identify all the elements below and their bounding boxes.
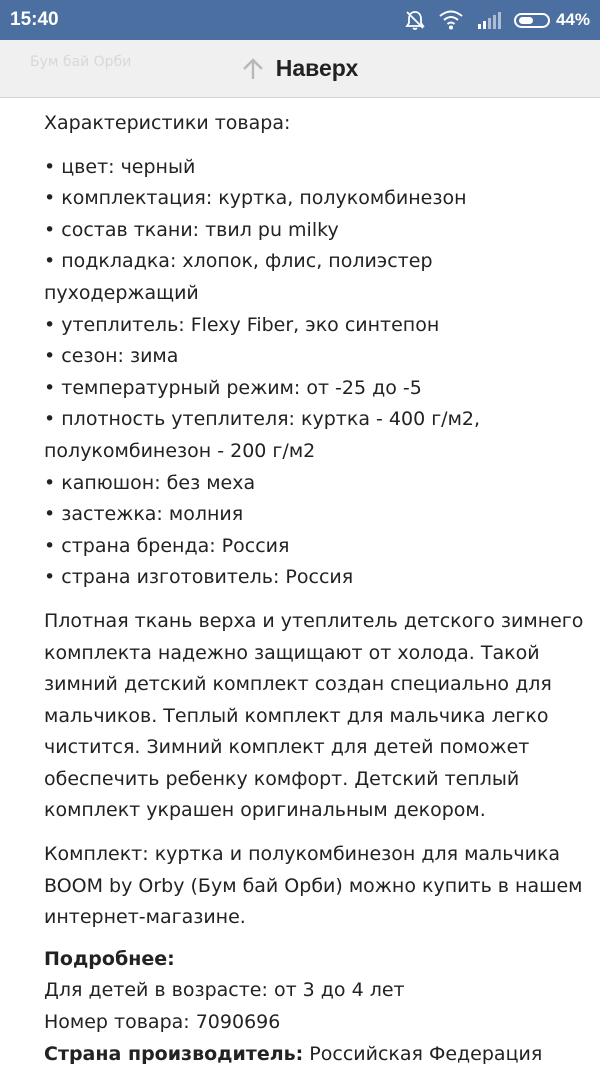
spec-item: • подкладка: хлопок, флис, полиэстер пуходержащий: [44, 246, 589, 309]
signal-icon: [476, 11, 502, 29]
spec-item: • состав ткани: твил pu milky: [44, 215, 589, 247]
purchase-paragraph: Комплект: куртка и полукомбинезон для мальчика BOOM by Orby (Бум бай Орби) можно купить в нашем интернет-магазине.: [44, 843, 583, 929]
alarm-off-icon: [404, 9, 426, 31]
details-age: Для детей в возрасте: от 3 до 4 лет: [44, 979, 405, 1002]
status-icons: [392, 8, 590, 32]
spec-item: • застежка: молния: [44, 499, 589, 531]
country-value: Российская Федерация: [303, 1042, 543, 1065]
description-paragraph: Плотная ткань верха и утеплитель детского зимнего комплекта надежно защищают от холода. Такой зимний детский комплект создан специально для мальчиков. Теплый комплект для мальчика легко чистится. Зимний комплект для детей поможет обеспечить ребенку комфорт. Детский теплый комплект украшен оригинальным декором.: [44, 609, 584, 822]
battery-icon: [514, 13, 550, 28]
specs-heading: Характеристики товара:: [44, 112, 291, 134]
battery-percent: 44%: [555, 10, 590, 29]
spec-item: • температурный режим: от -25 до -5: [44, 373, 589, 405]
status-time: 15:40: [10, 9, 59, 30]
spec-item: • страна изготовитель: Россия: [44, 562, 589, 594]
scroll-to-top-button[interactable]: [200, 40, 400, 97]
details-article: Номер товара: 7090696: [44, 1011, 281, 1034]
arrow-up-icon: [242, 57, 264, 81]
spec-item: • комплектация: куртка, полукомбинезон: [44, 183, 589, 215]
top-bar: [0, 40, 600, 98]
spec-item: • утеплитель: Flexy Fiber, эко синтепон: [44, 310, 589, 342]
spec-item: • капюшон: без меха: [44, 468, 589, 500]
spec-item: • сезон: зима: [44, 341, 589, 373]
country-label: Страна производитель:: [44, 1042, 304, 1065]
spec-item: • цвет: черный: [44, 152, 589, 184]
status-bar: [0, 0, 600, 40]
details-country: [44, 1039, 589, 1070]
spec-item: • страна бренда: Россия: [44, 531, 589, 563]
wifi-icon: [438, 10, 464, 30]
faded-title: Бум бай Орби: [30, 54, 132, 70]
battery-indicator: [514, 10, 590, 30]
details-title: Подробнее:: [44, 947, 175, 970]
product-description: [44, 108, 589, 1070]
spec-item: • плотность утеплителя: куртка - 400 г/м2, полукомбинезон - 200 г/м2: [44, 404, 589, 467]
scroll-to-top-label: Наверх: [275, 55, 359, 81]
